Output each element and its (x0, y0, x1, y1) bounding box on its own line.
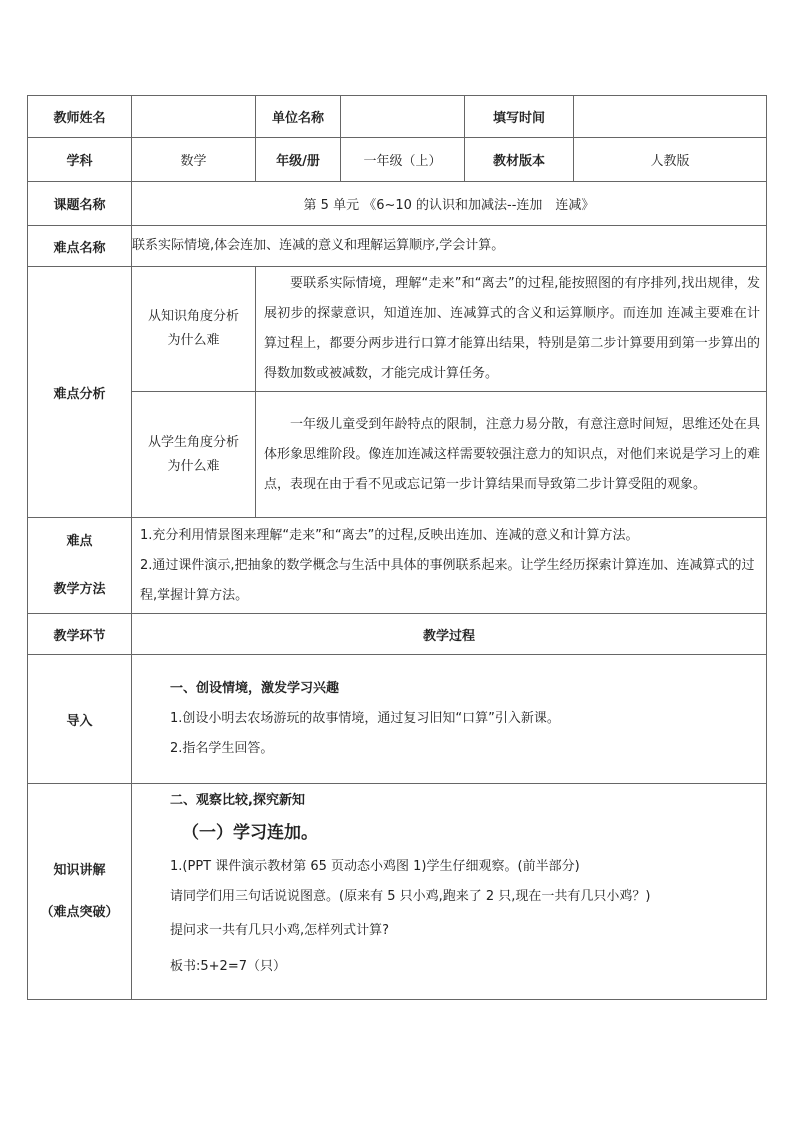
knowledge-angle-line-2: 为什么难 (167, 333, 220, 348)
method-label-line-2: 教学方法 (53, 581, 106, 597)
knowledge-line-2: 请同学们用三句话说说图意。(原来有 5 只小鸡,跑来了 2 只,现在一共有几只小鸡？) (170, 889, 651, 904)
method-text-cell (132, 518, 767, 614)
method-item-2: 2.通过课件演示,把抽象的数学概念与生活中具体的事例联系起来。让学生经历探索计算连加、连减算式的过程,掌握计算方法。 (140, 557, 755, 603)
subject-label: 学科 (28, 138, 132, 182)
knowledge-angle-label (132, 267, 256, 392)
knowledge-label (28, 784, 132, 1000)
method-label (28, 518, 132, 614)
teacher-name-label: 教师姓名 (28, 96, 132, 138)
intro-item-2: 2.指名学生回答。 (170, 741, 274, 756)
knowledge-subheading: （一）学习连加。 (182, 823, 318, 843)
teacher-name-value (132, 96, 256, 138)
intro-row (28, 655, 767, 784)
knowledge-label-line-1: 知识讲解 (53, 862, 106, 878)
knowledge-row (28, 784, 767, 1000)
knowledge-angle-text-cell (256, 267, 767, 392)
method-label-line-1: 难点 (66, 533, 93, 549)
difficulty-analysis-label: 难点分析 (28, 267, 132, 518)
difficulty-name-value: 联系实际情境,体会连加、连减的意义和理解运算顺序,学会计算。 (132, 226, 767, 267)
knowledge-content (132, 784, 767, 1000)
topic-value: 第 5 单元 《6~10 的认识和加减法--连加 连减》 (132, 182, 767, 226)
topic-row (28, 182, 767, 226)
knowledge-line-1: 1.(PPT 课件演示教材第 65 页动态小鸡图 1)学生仔细观察。(前半部分) (170, 859, 580, 874)
step-label: 教学环节 (28, 614, 132, 655)
process-label: 教学过程 (132, 614, 767, 655)
lesson-plan-table (27, 95, 767, 1000)
method-row (28, 518, 767, 614)
method-item-1: 1.充分利用情景图来理解“走来”和“离去”的过程,反映出连加、连减的意义和计算方法。 (140, 527, 639, 543)
unit-name-label: 单位名称 (256, 96, 341, 138)
topic-label: 课题名称 (28, 182, 132, 226)
fill-time-label: 填写时间 (465, 96, 574, 138)
knowledge-line-4: 板书:5+2=7（只） (170, 959, 286, 974)
process-header-row (28, 614, 767, 655)
intro-item-1: 1.创设小明去农场游玩的故事情境，通过复习旧知“口算”引入新课。 (170, 711, 560, 726)
student-angle-line-1: 从学生角度分析 (147, 434, 239, 450)
analysis-student-row (28, 392, 767, 518)
intro-label: 导入 (28, 655, 132, 784)
fill-time-value (574, 96, 767, 138)
subject-row (28, 138, 767, 182)
intro-heading: 一、创设情境，激发学习兴趣 (170, 681, 340, 696)
knowledge-angle-line-1: 从知识角度分析 (147, 309, 239, 324)
analysis-knowledge-row (28, 267, 767, 392)
unit-name-value (341, 96, 465, 138)
subject-value: 数学 (132, 138, 256, 182)
edition-value: 人教版 (574, 138, 767, 182)
student-angle-label (132, 392, 256, 518)
student-angle-text-cell (256, 392, 767, 518)
knowledge-line-3: 提问求一共有几只小鸡,怎样列式计算? (170, 923, 390, 938)
difficulty-name-label: 难点名称 (28, 226, 132, 267)
teacher-info-row (28, 96, 767, 138)
student-angle-line-2: 为什么难 (167, 458, 220, 474)
knowledge-angle-text: 要联系实际情境，理解“走来”和“离去”的过程,能按照图的有序排列,找出规律，发展初步的探蒙意识，知道连加、连减算式的含义和运算顺序。而连加 连减主要难在计算过程上，都要分两步进行口算才能算出结果，特别是第二步计算要用到第一步算出的得数加数或被减数，才能完成计算任务。 (264, 276, 760, 381)
intro-content (132, 655, 767, 784)
student-angle-text: 一年级儿童受到年龄特点的限制，注意力易分散，有意注意时间短，思维还处在具体形象思维阶段。像连加连减这样需要较强注意力的知识点，对他们来说是学习上的难点，表现在由于看不见或忘记第一步计算结果而导致第二步计算受阻的观象。 (264, 416, 760, 492)
edition-label: 教材版本 (465, 138, 574, 182)
knowledge-label-line-2: （难点突破） (40, 904, 119, 920)
knowledge-heading: 二、观察比较,探究新知 (170, 793, 305, 808)
grade-label: 年级/册 (256, 138, 341, 182)
difficulty-name-row (28, 226, 767, 267)
grade-value: 一年级（上） (341, 138, 465, 182)
